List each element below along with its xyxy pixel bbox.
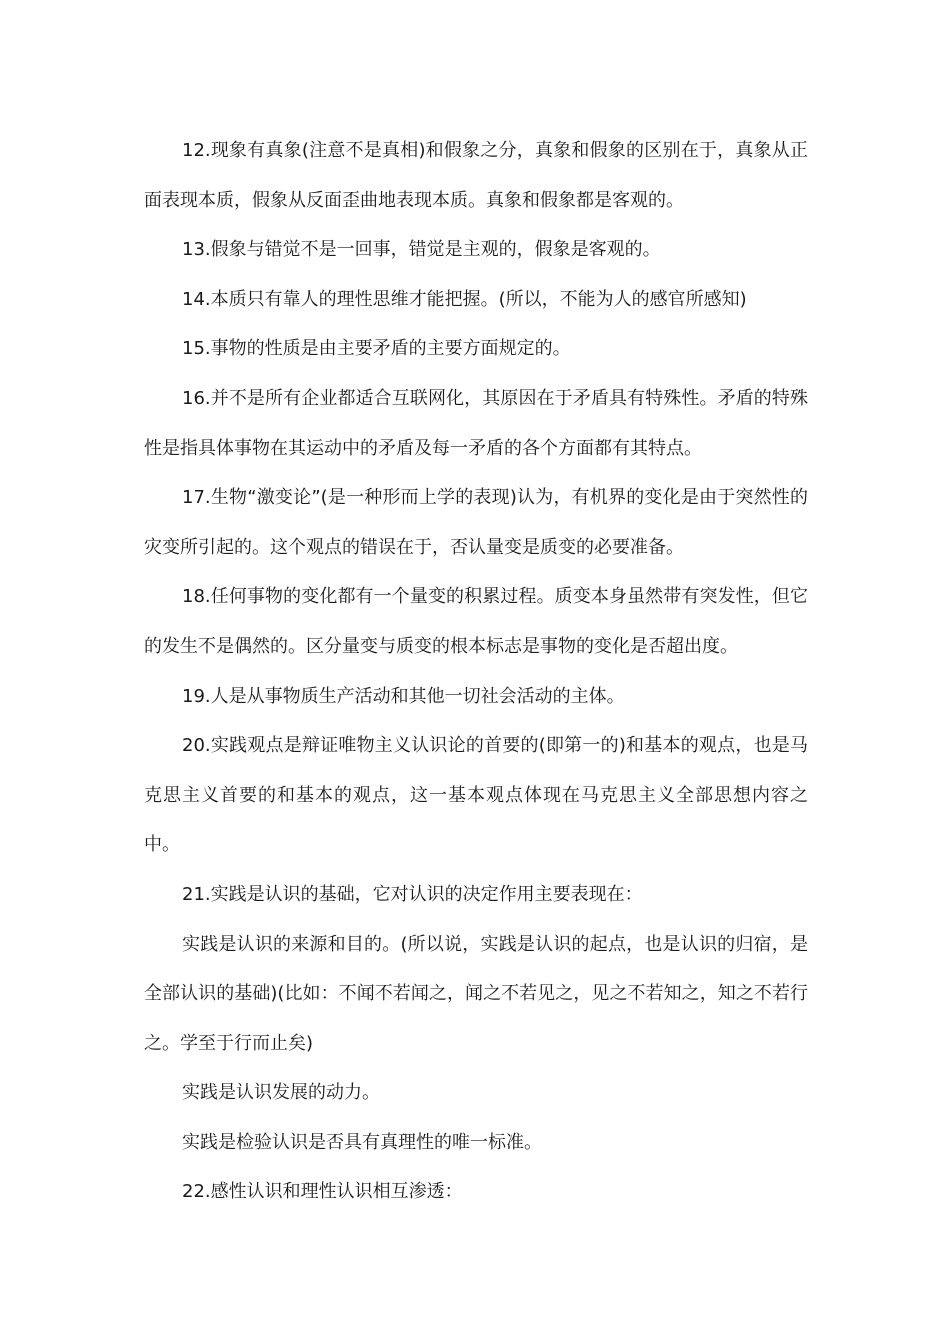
paragraph-21-point-1: 实践是认识的来源和目的。(所以说，实践是认识的起点，也是认识的归宿，是全部认识的基础)(比如：不闻不若闻之，闻之不若见之，见之不若知之，知之不若行之。学至于行而止矣) bbox=[144, 933, 808, 1054]
paragraph-19: 19.人是从事物质生产活动和其他一切社会活动的主体。 bbox=[182, 685, 625, 707]
paragraph-21-point-2: 实践是认识发展的动力。 bbox=[182, 1082, 380, 1104]
paragraph-22: 22.感性认识和理性认识相互渗透： bbox=[182, 1181, 463, 1203]
paragraph-16: 16.并不是所有企业都适合互联网化，其原因在于矛盾具有特殊性。矛盾的特殊性是指具体事物在其运动中的矛盾及每一矛盾的各个方面都有其特点。 bbox=[144, 387, 808, 459]
paragraph-17: 17.生物“激变论”(是一种形而上学的表现)认为，有机界的变化是由于突然性的灾变所引起的。这个观点的错误在于，否认量变是质变的必要准备。 bbox=[144, 487, 808, 558]
paragraph-13: 13.假象与错觉不是一回事，错觉是主观的，假象是客观的。 bbox=[182, 239, 661, 261]
paragraph-18: 18.任何事物的变化都有一个量变的积累过程。质变本身虽然带有突发性，但它的发生不是偶然的。区分量变与质变的根本标志是事物的变化是否超出度。 bbox=[144, 586, 808, 657]
document-body bbox=[144, 126, 808, 1217]
paragraph-20: 20.实践观点是辩证唯物主义认识论的首要的(即第一的)和基本的观点，也是马克思主义首要的和基本的观点，这一基本观点体现在马克思主义全部思想内容之中。 bbox=[144, 735, 808, 856]
paragraph-15: 15.事物的性质是由主要矛盾的主要方面规定的。 bbox=[182, 338, 571, 360]
paragraph-21-point-3: 实践是检验认识是否具有真理性的唯一标准。 bbox=[182, 1131, 542, 1153]
paragraph-12: 12.现象有真象(注意不是真相)和假象之分，真象和假象的区别在于，真象从正面表现本质，假象从反面歪曲地表现本质。真象和假象都是客观的。 bbox=[144, 140, 808, 211]
paragraph-14: 14.本质只有靠人的理性思维才能把握。(所以，不能为人的感官所感知) bbox=[182, 288, 747, 310]
paragraph-21: 21.实践是认识的基础，它对认识的决定作用主要表现在： bbox=[182, 883, 643, 905]
